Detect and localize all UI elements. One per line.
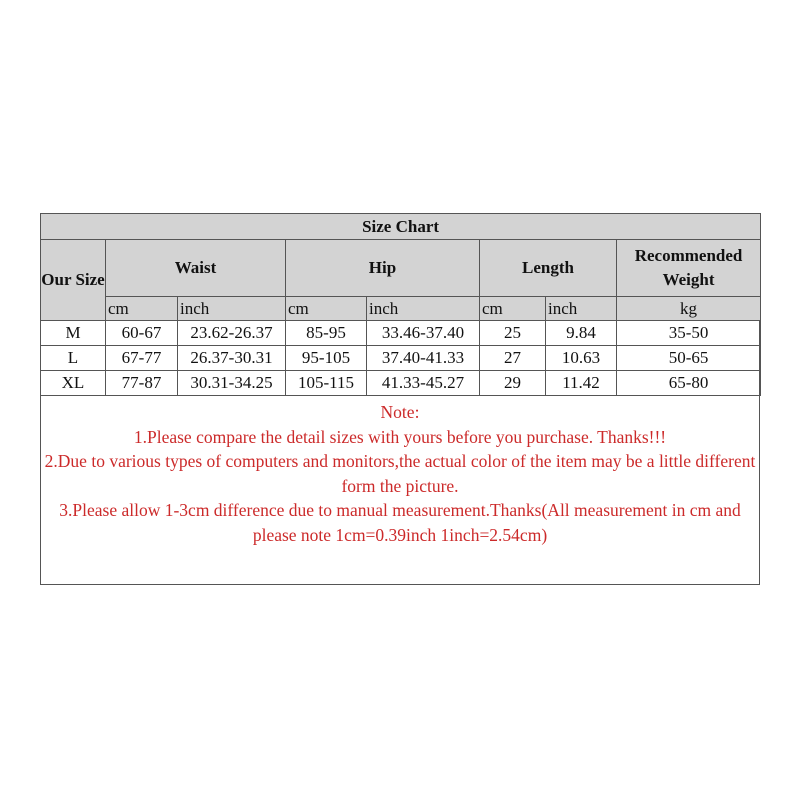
header-length: Length xyxy=(480,240,617,297)
note-line-1: 1.Please compare the detail sizes with yours before you purchase. Thanks!!! xyxy=(133,426,667,447)
table-row xyxy=(41,371,761,396)
cell-waist-cm: 77-87 xyxy=(106,371,178,396)
cell-hip-cm: 95-105 xyxy=(286,346,367,371)
header-hip: Hip xyxy=(286,240,480,297)
size-chart xyxy=(40,213,760,585)
cell-waist-inch: 30.31-34.25 xyxy=(178,371,286,396)
cell-length-cm: 27 xyxy=(480,346,546,371)
cell-weight-kg: 35-50 xyxy=(617,321,761,346)
cell-length-inch: 11.42 xyxy=(546,371,617,396)
cell-waist-cm: 67-77 xyxy=(106,346,178,371)
cell-hip-inch: 33.46-37.40 xyxy=(367,321,480,346)
unit-weight-kg: kg xyxy=(617,297,761,321)
notes-section xyxy=(41,400,759,547)
header-waist: Waist xyxy=(106,240,286,297)
cell-hip-cm: 85-95 xyxy=(286,321,367,346)
cell-length-inch: 9.84 xyxy=(546,321,617,346)
cell-length-inch: 10.63 xyxy=(546,346,617,371)
unit-waist-inch: inch xyxy=(178,297,286,321)
unit-hip-inch: inch xyxy=(367,297,480,321)
cell-length-cm: 25 xyxy=(480,321,546,346)
note-line-3: 3.Please allow 1-3cm difference due to manual measurement.Thanks(All measurement in cm and please note 1cm=0.39inch 1inch=2.54cm) xyxy=(59,500,741,545)
unit-length-cm: cm xyxy=(480,297,546,321)
note-line-2: 2.Due to various types of computers and monitors,the actual color of the item may be a little different form the picture. xyxy=(44,451,756,496)
table-row xyxy=(41,321,761,346)
table-title: Size Chart xyxy=(41,214,761,240)
cell-waist-inch: 26.37-30.31 xyxy=(178,346,286,371)
cell-waist-inch: 23.62-26.37 xyxy=(178,321,286,346)
size-table xyxy=(40,213,761,396)
unit-length-inch: inch xyxy=(546,297,617,321)
cell-size: M xyxy=(41,321,106,346)
header-recommended-weight: Recommended Weight xyxy=(617,240,761,297)
cell-hip-inch: 37.40-41.33 xyxy=(367,346,480,371)
cell-hip-inch: 41.33-45.27 xyxy=(367,371,480,396)
unit-waist-cm: cm xyxy=(106,297,178,321)
cell-size: L xyxy=(41,346,106,371)
cell-size: XL xyxy=(41,371,106,396)
cell-waist-cm: 60-67 xyxy=(106,321,178,346)
notes-heading: Note: xyxy=(380,402,420,422)
header-our-size: Our Size xyxy=(41,240,106,321)
table-row xyxy=(41,346,761,371)
cell-weight-kg: 50-65 xyxy=(617,346,761,371)
unit-hip-cm: cm xyxy=(286,297,367,321)
cell-weight-kg: 65-80 xyxy=(617,371,761,396)
cell-hip-cm: 105-115 xyxy=(286,371,367,396)
cell-length-cm: 29 xyxy=(480,371,546,396)
